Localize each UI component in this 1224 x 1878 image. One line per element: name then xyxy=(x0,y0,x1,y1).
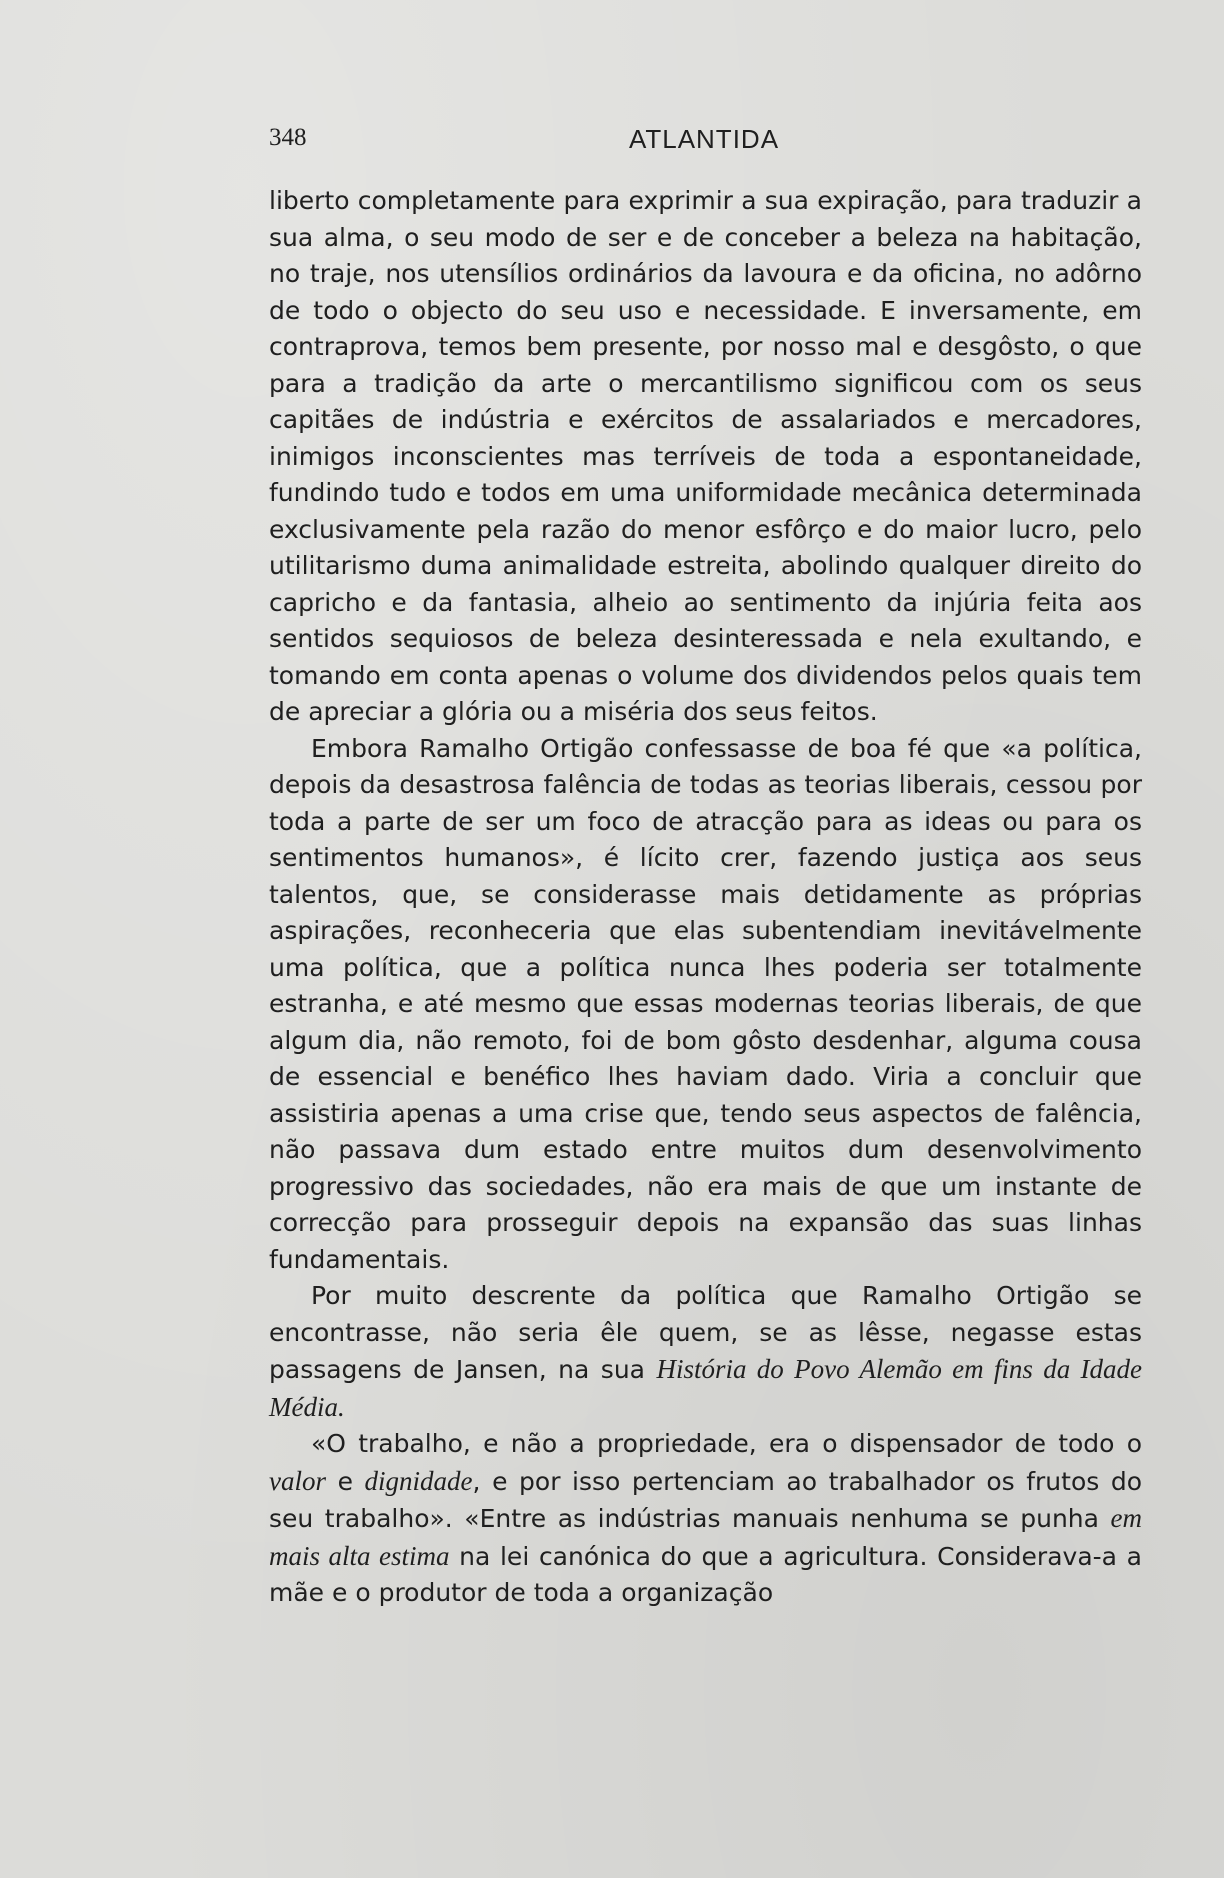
italic-term: dignidade xyxy=(364,1465,473,1496)
paragraph xyxy=(269,731,1142,1279)
text-segment: liberto completamente para exprimir a sua expiração, para traduzir a sua alma, o seu modo de ser e de conceber a beleza na habitação, no traje, nos utensílios ordinários da lavoura e da oficina, no adôrno de todo o objecto do seu uso e necessidade. E inversamente, em contraprova, temos bem presente, por nosso mal e desgôsto, o que para a tradição da arte o mercantilismo significou com os seus capitães de indústria e exércitos de assalariados e mercadores, inimigos inconscientes mas terríveis de toda a espontaneidade, fundindo tudo e todos em uma uniformidade mecânica determinada exclusivamente pela razão do menor esfôrço e do maior lucro, pelo utilitarismo duma animalidade estreita, abolindo qualquer direito do capricho e da fantasia, alheio ao sentimento da injúria feita aos sentidos sequiosos de beleza desinteressada e nela exultando, e tomando em conta apenas o volume dos dividendos pelos quais tem de apreciar a glória ou a miséria dos seus feitos. xyxy=(269,186,1142,726)
page-number: 348 xyxy=(269,124,307,151)
text-segment: Por muito descrente da política que Ramalho Ortigão se encontrasse, não seria êle quem, se as lêsse, negasse estas passagens de Jansen, na sua xyxy=(269,1281,1142,1384)
book-title-italic: História do Povo Alemão em fins da Idade Média. xyxy=(269,1354,1142,1422)
italic-term: em mais alta estima xyxy=(269,1503,1142,1571)
italic-term: valor xyxy=(269,1465,326,1496)
text-segment: Embora Ramalho Ortigão confessasse de boa fé que «a política, depois da desastrosa falência de todas as teorias liberais, cessou por toda a parte de ser um foco de atracção para as ideas ou para os sentimentos humanos», é lícito crer, fazendo justiça aos seus talentos, que, se considerasse mais detidamente as próprias aspirações, reconheceria que elas subentendiam inevitávelmente uma política, que a política nunca lhes poderia ser totalmente estranha, e até mesmo que essas modernas teorias liberais, de que algum dia, não remoto, foi de bom gôsto desdenhar, alguma cousa de essencial e benéfico lhes haviam dado. Viria a concluir que assistiria apenas a uma crise que, tendo seus aspectos de falência, não passava dum estado entre muitos dum desenvolvimento progressivo das sociedades, não era mais de que um instante de correcção para prosseguir depois na expansão das suas linhas fundamentais. xyxy=(269,733,1142,1274)
paragraph xyxy=(269,183,1142,731)
paragraph xyxy=(269,1278,1142,1426)
running-title: ATLANTIDA xyxy=(628,124,780,154)
text-segment: , e por isso pertenciam ao trabalhador os frutos do seu trabalho». «Entre as indústrias manuais nenhuma se punha xyxy=(269,1466,1143,1533)
body-text xyxy=(269,183,1142,1612)
page-header xyxy=(269,124,1139,158)
text-segment: «O trabalho, e não a propriedade, era o dispensador de todo o xyxy=(311,1429,1142,1458)
text-segment: e xyxy=(326,1466,365,1496)
text-segment: na lei canónica do que a agricultura. Considerava-a a mãe e o produtor de toda a organização xyxy=(269,1541,1142,1607)
paragraph xyxy=(269,1426,1142,1612)
